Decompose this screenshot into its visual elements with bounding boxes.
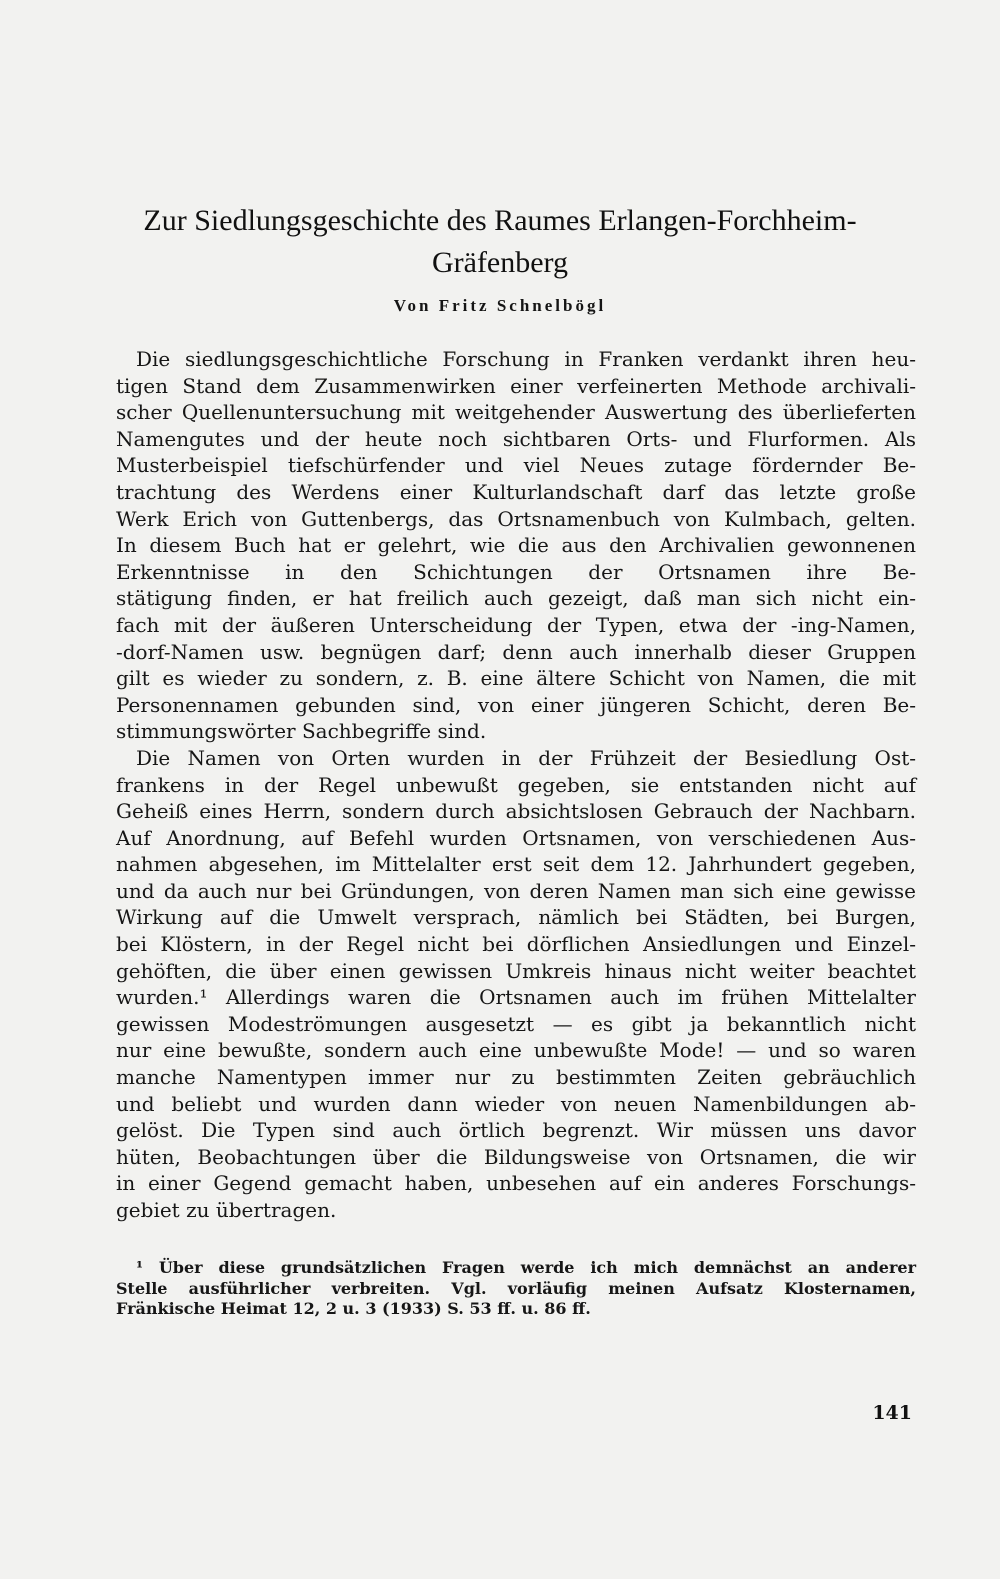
body-line: und da auch nur bei Gründungen, von deren Namen man sich eine gewisse <box>116 878 916 903</box>
footnote-line: Fränkische Heimat 12, 2 u. 3 (1933) S. 53 ff. u. 86 ff. <box>116 1299 591 1318</box>
body-line: tigen Stand dem Zusammenwirken einer verfeinerten Methode archivali- <box>116 373 916 398</box>
body-line: Geheiß eines Herrn, sondern durch absichtslosen Gebrauch der Nachbarn. <box>116 799 916 824</box>
body-line: fach mit der äußeren Unterscheidung der Typen, etwa der -ing-Namen, <box>116 612 916 637</box>
footnotes <box>116 1258 916 1320</box>
footnote-line: ¹ Über diese grundsätzlichen Fragen werde ich mich demnächst an anderer <box>136 1258 916 1277</box>
body-line: wurden.¹ Allerdings waren die Ortsnamen auch im frühen Mittelalter <box>116 985 916 1010</box>
body-line: Werk Erich von Guttenbergs, das Ortsnamenbuch von Kulmbach, gelten. <box>116 506 916 531</box>
body-line: manche Namentypen immer nur zu bestimmten Zeiten gebräuchlich <box>116 1065 916 1090</box>
body-line: scher Quellenuntersuchung mit weitgehender Auswertung des überlieferten <box>116 400 916 425</box>
author-byline: Von Fritz Schnelbögl <box>393 296 607 315</box>
body-line: und beliebt und wurden dann wieder von neuen Namenbildungen ab- <box>116 1091 916 1116</box>
body-line: Die siedlungsgeschichtliche Forschung in Franken verdankt ihren heu- <box>136 347 916 371</box>
body-line: bei Klöstern, in der Regel nicht bei dörflichen Ansiedlungen und Einzel- <box>116 932 916 957</box>
body-line: Musterbeispiel tiefschürfender und viel Neues zutage fördernder Be- <box>116 453 916 478</box>
body-line: stätigung finden, er hat freilich auch gezeigt, daß man sich nicht ein- <box>116 586 916 611</box>
body-line: in einer Gegend gemacht haben, unbesehen auf ein anderes Forschungs- <box>116 1171 916 1196</box>
footnote-line: Stelle ausführlicher verbreiten. Vgl. vorläufig meinen Aufsatz Klosternamen, <box>116 1278 916 1298</box>
body-line: gebiet zu übertragen. <box>116 1198 337 1222</box>
body-line: hüten, Beobachtungen über die Bildungsweise von Ortsnamen, die wir <box>116 1144 916 1169</box>
body-line: Personennamen gebunden sind, von einer jüngeren Schicht, deren Be- <box>116 692 916 717</box>
body-line: -dorf-Namen usw. begnügen darf; denn auch innerhalb dieser Gruppen <box>116 639 916 664</box>
body-line: nur eine bewußte, sondern auch eine unbewußte Mode! — und so waren <box>116 1038 916 1063</box>
body-line: In diesem Buch hat er gelehrt, wie die aus den Archivalien gewonnenen <box>116 533 916 558</box>
body-line: frankens in der Regel unbewußt gegeben, sie entstanden nicht auf <box>116 772 916 797</box>
body-line: gelöst. Die Typen sind auch örtlich begrenzt. Wir müssen uns davor <box>116 1118 916 1143</box>
page-number: 141 <box>872 1402 912 1424</box>
body-line: gilt es wieder zu sondern, z. B. eine ältere Schicht von Namen, die mit <box>116 666 916 691</box>
article-title <box>100 200 900 284</box>
body-line: nahmen abgesehen, im Mittelalter erst seit dem 12. Jahrhundert gegeben, <box>116 852 916 877</box>
article-body <box>116 346 916 1224</box>
body-line: Namengutes und der heute noch sichtbaren Orts- und Flurformen. Als <box>116 426 916 451</box>
title-line-1: Zur Siedlungsgeschichte des Raumes Erlangen-Forchheim- <box>143 204 857 237</box>
body-line: Die Namen von Orten wurden in der Frühzeit der Besiedlung Ost- <box>136 745 916 770</box>
body-line: Wirkung auf die Umwelt versprach, nämlich bei Städten, bei Burgen, <box>116 905 916 930</box>
body-line: gewissen Modeströmungen ausgesetzt — es gibt ja bekanntlich nicht <box>116 1011 916 1036</box>
body-line: Auf Anordnung, auf Befehl wurden Ortsnamen, von verschiedenen Aus- <box>116 825 916 850</box>
title-line-2: Gräfenberg <box>431 246 569 279</box>
body-line: gehöften, die über einen gewissen Umkreis hinaus nicht weiter beachtet <box>116 958 916 983</box>
body-line: stimmungswörter Sachbegriffe sind. <box>116 719 487 744</box>
body-line: Erkenntnisse in den Schichtungen der Ortsnamen ihre Be- <box>116 559 916 584</box>
body-line: trachtung des Werdens einer Kulturlandschaft darf das letzte große <box>116 479 916 504</box>
